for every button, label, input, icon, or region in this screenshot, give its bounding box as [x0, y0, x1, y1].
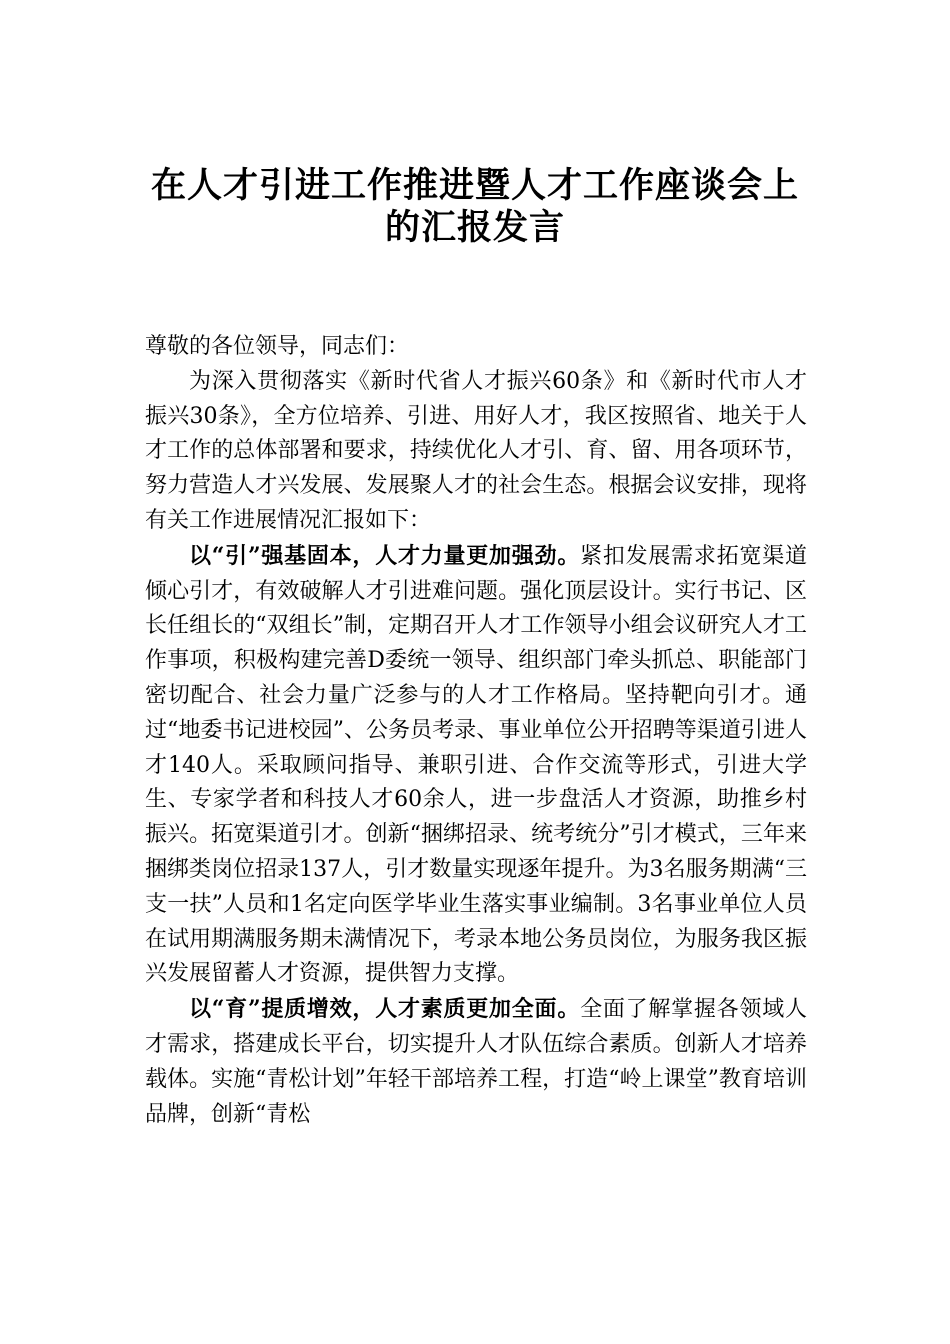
document-title-line-1: 在人才引进工作推进暨人才工作座谈会上	[150, 165, 799, 206]
document-body	[145, 330, 807, 1132]
paragraph-text: 紧扣发展需求拓宽渠道倾心引才，有效破解人才引进难问题。强化顶层设计。实行书记、区长任组长的“双组长”制，定期召开人才工作领导小组会议研究人才工作事项，积极构建完善D委统一领导、组织部门牵头抓总、职能部门密切配合、社会力量广泛参与的人才工作格局。坚持靶向引才。通过“地委书记进校园”、公务员考录、事业单位公开招聘等渠道引进人才140人。采取顾问指导、兼职引进、合作交流等形式，引进大学生、专家学者和科技人才60余人，进一步盘活人才资源，助推乡村振兴。拓宽渠道引才。创新“捆绑招录、统考统分”引才模式，三年来捆绑类岗位招录137人，引才数量实现逐年提升。为3名服务期满“三支一扶”人员和1名定向医学毕业生落实事业编制。3名事业单位人员在试用期满服务期未满情况下，考录本地公务员岗位，为服务我区振兴发展留蓄人才资源，提供智力支撑。	[145, 543, 807, 987]
paragraph-text: 为深入贯彻落实《新时代省人才振兴60条》和《新时代市人才振兴30条》，全方位培养、引进、用好人才，我区按照省、地关于人才工作的总体部署和要求，持续优化人才引、育、留、用各项环节，努力营造人才兴发展、发展聚人才的社会生态。根据会议安排，现将有关工作进展情况汇报如下：	[145, 368, 807, 533]
paragraph-intro	[145, 365, 807, 539]
paragraph-cultivate	[145, 992, 807, 1132]
document-title-line-2: 的汇报发言	[384, 207, 565, 248]
paragraph-heading: 以“育”提质增效，人才素质更加全面。	[189, 996, 581, 1023]
paragraph-text: 全面了解掌握各领域人才需求，搭建成长平台，切实提升人才队伍综合素质。创新人才培养载体。实施“青松计划”年轻干部培养工程，打造“岭上课堂”教育培训品牌，创新“青松	[145, 997, 807, 1127]
salutation: 尊敬的各位领导，同志们：	[145, 334, 410, 359]
paragraph-heading: 以“引”强基固本，人才力量更加强劲。	[189, 542, 581, 569]
paragraph-recruit	[145, 539, 807, 992]
